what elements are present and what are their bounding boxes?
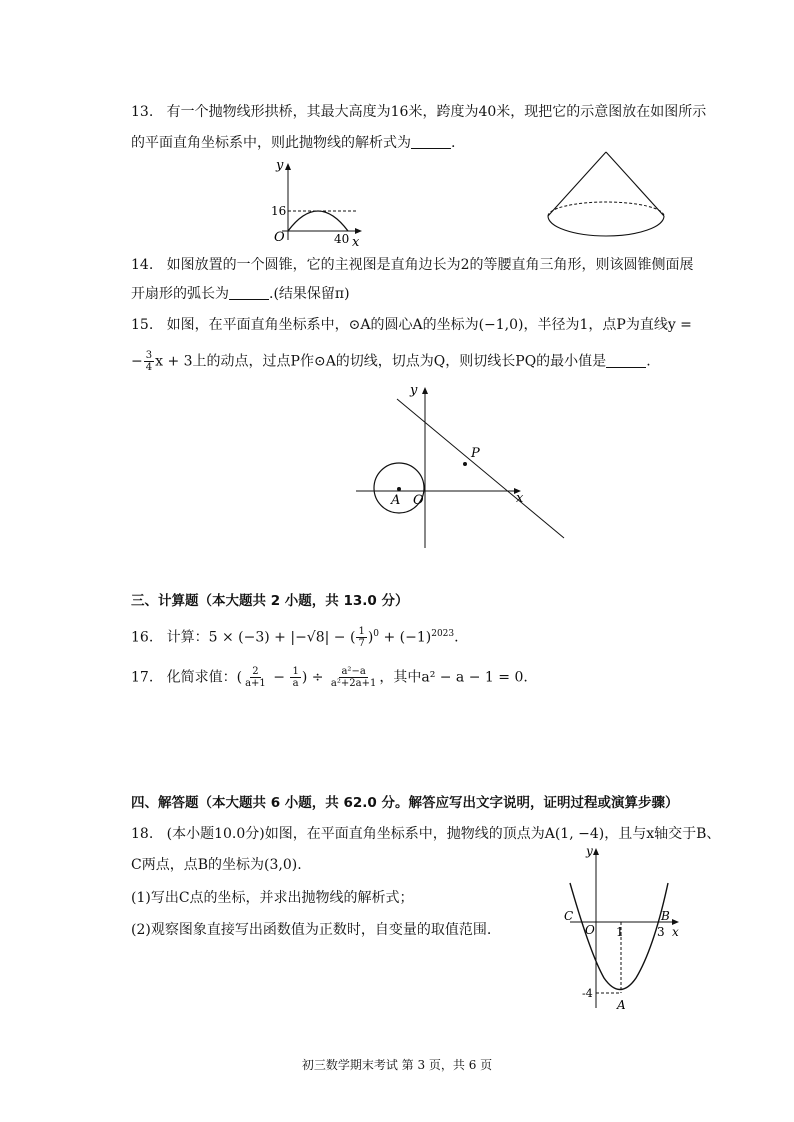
q18-y-arrow [593, 848, 599, 855]
q13-line1 [131, 103, 706, 121]
q13-text-line2: 的平面直角坐标系中，则此抛物线的解析式为 [131, 135, 411, 151]
q15-x-label: x [516, 491, 524, 506]
q15-line1 [131, 316, 692, 334]
q18-part2: (2)观察图象直接写出函数值为正数时，自变量的取值范围. [131, 922, 492, 938]
q15-a-label: A [391, 493, 401, 508]
q18-tick-3: 3 [657, 925, 665, 939]
q18-figure [556, 843, 686, 1013]
q18-text-line1: (本小题10.0分)如图，在平面直角坐标系中，抛物线的顶点为A(1, −4)，且与x轴交于B、 [166, 826, 721, 842]
q15-y-label: y [410, 383, 418, 398]
q15-y-arrow [422, 387, 428, 394]
q13-figure [268, 155, 368, 247]
q15-line2: − $\frac{3}{4}$ x + 3上的动点，过点P作⊙A的切线，切点为Q，则切线长PQ的最小值是 . [131, 350, 651, 373]
q13-number: 13. [131, 104, 154, 120]
page-footer: 初三数学期末考试 第 3 页，共 6 页 [301, 1058, 493, 1072]
q13-parabola [288, 211, 348, 231]
cone-left-edge [548, 152, 606, 216]
q13-height-label: 16 [271, 204, 287, 218]
q18-tick-1: 1 [616, 925, 624, 939]
q18-line1 [131, 825, 720, 843]
q13-y-arrow [285, 163, 291, 170]
q13-x-arrow [355, 228, 362, 234]
q16-number: 16. [131, 629, 154, 646]
q14-answer-blank[interactable] [229, 287, 269, 300]
q15-line [397, 399, 564, 538]
q18-origin-label: O [585, 923, 595, 937]
q18-a-label: A [617, 998, 626, 1012]
q13-line2: 的平面直角坐标系中，则此抛物线的解析式为 . [131, 135, 456, 151]
section3-title: 三、计算题（本大题共 2 小题，共 13.0 分） [131, 593, 409, 609]
q17-number: 17. [131, 669, 154, 686]
q17-fraction-1: $\frac{2}{a+1}$ [245, 666, 266, 689]
q13-width-label: 40 [334, 232, 350, 246]
q18-part1: (1)写出C点的坐标，并求出抛物线的解析式； [131, 890, 414, 906]
q14-line2: 开扇形的弧长为 .(结果保留π) [131, 286, 350, 302]
q15-number: 15. [131, 317, 154, 333]
q13-origin-label: O [274, 230, 285, 245]
q15-point-p [463, 462, 467, 466]
q15-text-line2: x + 3上的动点，过点P作⊙A的切线，切点为Q，则切线长PQ的最小值是 [155, 353, 607, 370]
q13-x-label: x [352, 235, 360, 247]
q17-fraction-3: $\frac{\text{a²−a}}{\text{a²+2a+1}}$ [330, 666, 377, 689]
q18-x-label: x [672, 925, 679, 939]
q18-neg4-label: -4 [582, 987, 593, 1000]
q15-figure [352, 378, 572, 550]
q14-text-line2: 开扇形的弧长为 [131, 286, 229, 302]
q17-line: 17. 化简求值：( $\frac{2}{a+1}$ − $\frac{1}{a}$ ) ÷ $\frac{\text{a²−a}}{\text{a²+2a+1}}$ ，其中a² − a − 1 = 0. [131, 666, 528, 689]
q15-p-label: P [471, 446, 480, 461]
q14-cone-figure [542, 148, 672, 248]
q16-fraction: $\frac{1}{7}$ [358, 626, 365, 650]
q15-slope-fraction: $\frac{3}{4}$ [145, 350, 153, 373]
q13-text-line1: 有一个抛物线形拱桥，其最大高度为16米，跨度为40米，现把它的示意图放在如图所示 [166, 104, 707, 120]
cone-base-back [548, 202, 664, 216]
q13-y-label: y [276, 158, 284, 173]
q18-c-label: C [564, 909, 574, 923]
q18-line2: C两点，点B的坐标为(3,0). [131, 857, 302, 873]
q17-fraction-2: $\frac{1}{a}$ [292, 666, 299, 689]
q15-origin-label: O [413, 493, 424, 508]
q15-text-line1: 如图，在平面直角坐标系中，⊙A的圆心A的坐标为(−1,0)，半径为1，点P为直线y = [166, 317, 692, 333]
q18-b-label: B [661, 909, 670, 923]
q16-line: 16. 计算：5 × (−3) + |−√8| − ( $\frac{1}{7}$ )$^0 + (-1)^{2023}$. [131, 626, 459, 650]
q18-number: 18. [131, 826, 154, 842]
q14-line1 [131, 256, 694, 274]
cone-right-edge [606, 152, 664, 216]
q14-text-line1: 如图放置的一个圆锥，它的主视图是直角边长为2的等腰直角三角形，则该圆锥侧面展 [166, 257, 694, 273]
q14-number: 14. [131, 257, 154, 273]
section4-title: 四、解答题（本大题共 6 小题，共 62.0 分。解答应写出文字说明，证明过程或演算步骤） [131, 795, 679, 811]
q13-answer-blank[interactable] [411, 136, 451, 149]
q15-point-a [397, 487, 401, 491]
q18-y-label: y [586, 844, 593, 858]
cone-base-front [548, 216, 664, 236]
q15-answer-blank[interactable] [606, 355, 646, 368]
